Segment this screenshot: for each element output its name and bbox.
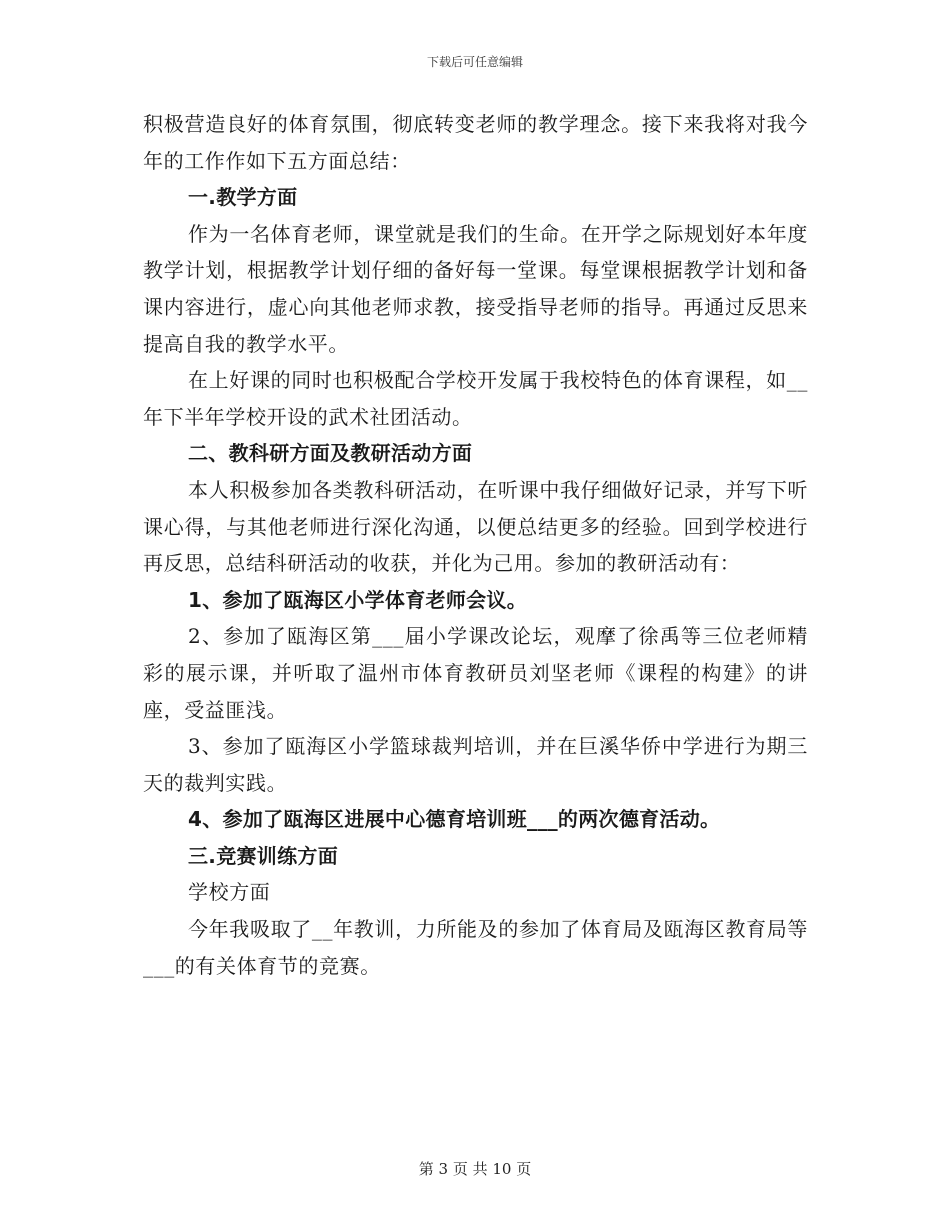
section-heading-teaching: 一.教学方面 — [188, 185, 298, 210]
subheading-school: 学校方面 — [188, 880, 271, 905]
list-item-2: 2、参加了瓯海区第___届小学课改论坛，观摩了徐禹等三位老师精彩的展示课，并听取了温州市体育教研员刘坚老师《课程的构建》的讲座，受益匪浅。 — [143, 624, 808, 722]
document-body — [143, 106, 808, 984]
paragraph-school-curriculum: 在上好课的同时也积极配合学校开发属于我校特色的体育课程，如__年下半年学校开设的武术社团活动。 — [143, 368, 808, 429]
list-item-1: 1、参加了瓯海区小学体育老师会议。 — [188, 587, 528, 612]
section-heading-research: 二、教科研方面及教研活动方面 — [188, 441, 473, 466]
paragraph-competition: 今年我吸取了__年教训，力所能及的参加了体育局及瓯海区教育局等___的有关体育节的竞赛。 — [143, 917, 808, 978]
page-footer: 第 3 页 共 10 页 — [418, 1160, 532, 1178]
list-item-3: 3、参加了瓯海区小学篮球裁判培训，并在巨溪华侨中学进行为期三天的裁判实践。 — [143, 734, 808, 795]
paragraph-intro-continued: 积极营造良好的体育氛围，彻底转变老师的教学理念。接下来我将对我今年的工作作如下五方面总结： — [143, 112, 808, 173]
section-heading-competition: 三.竞赛训练方面 — [188, 843, 338, 868]
paragraph-research-activities: 本人积极参加各类教科研活动，在听课中我仔细做好记录，并写下听课心得，与其他老师进行深化沟通，以便总结更多的经验。回到学校进行再反思，总结科研活动的收获，并化为己用。参加的教研活动有： — [143, 477, 808, 576]
paragraph-teaching-plan: 作为一名体育老师，课堂就是我们的生命。在开学之际规划好本年度教学计划，根据教学计划仔细的备好每一堂课。每堂课根据教学计划和备课内容进行，虚心向其他老师求教，接受指导老师的指导。再通过反思来提高自我的教学水平。 — [143, 221, 808, 356]
list-item-4: 4、参加了瓯海区进展中心德育培训班___的两次德育活动。 — [188, 807, 721, 832]
page-header: 下载后可任意编辑 — [426, 55, 523, 69]
